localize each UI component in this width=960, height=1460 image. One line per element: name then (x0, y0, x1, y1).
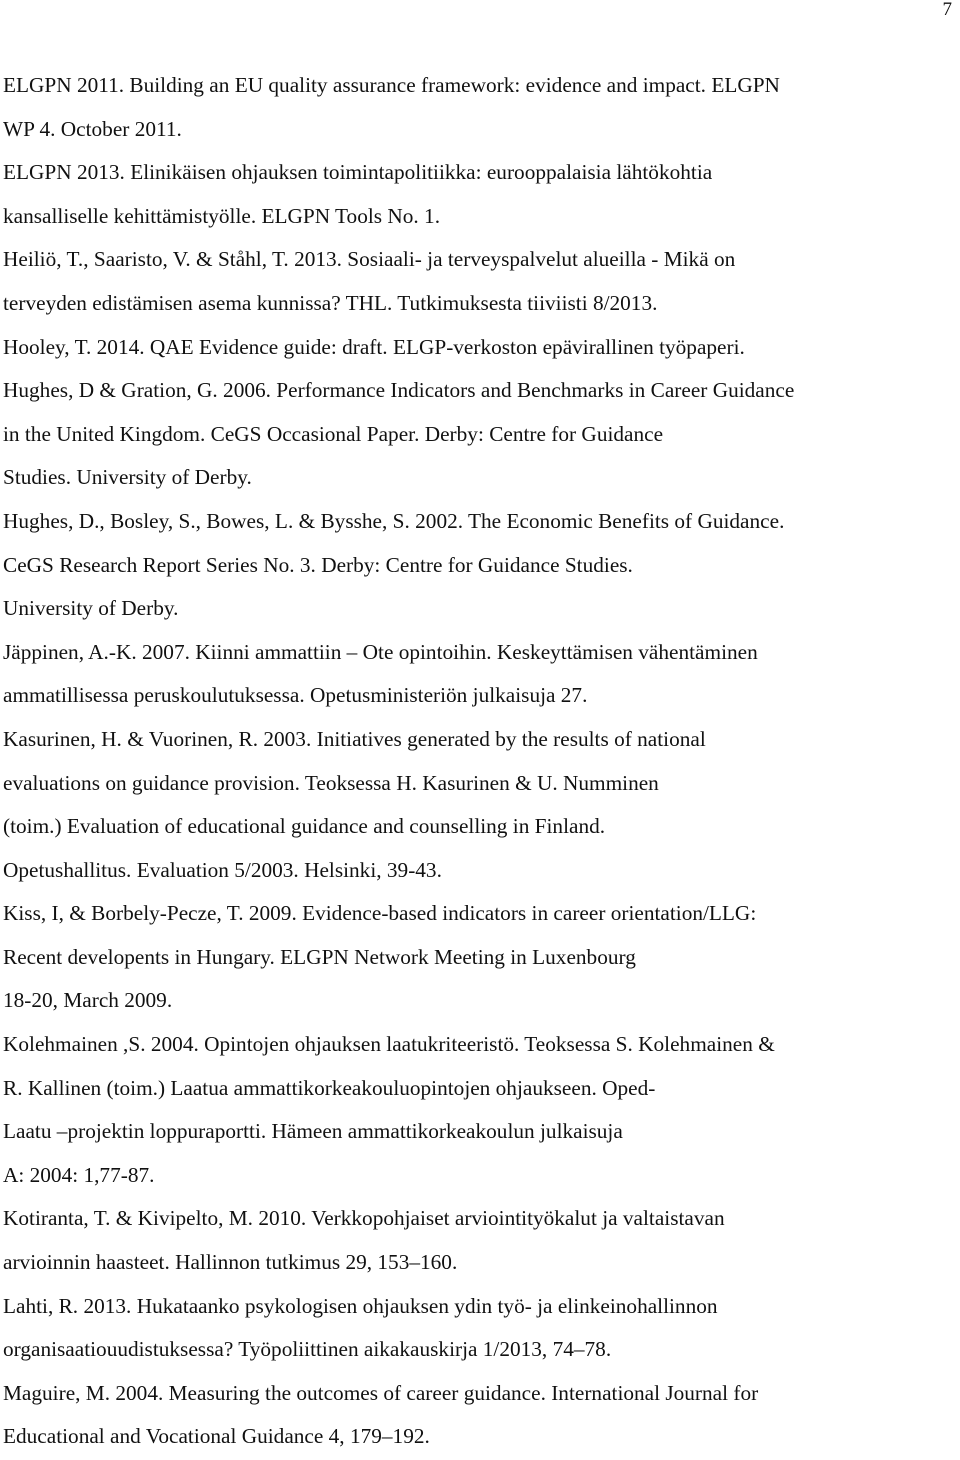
reference-line: 18-20, March 2009. (3, 988, 173, 1013)
reference-entry (3, 631, 948, 718)
reference-line: University of Derby. (3, 596, 179, 621)
reference-line: Kiss, I, & Borbely-Pecze, T. 2009. Evidence-based indicators in career orientation/LLG: (3, 901, 757, 926)
reference-entry (3, 1285, 948, 1372)
reference-entry (3, 1197, 948, 1284)
reference-line: Recent developents in Hungary. ELGPN Network Meeting in Luxenbourg (3, 944, 636, 969)
reference-line: R. Kallinen (toim.) Laatua ammattikorkeakouluopintojen ohjaukseen. Oped- (3, 1075, 656, 1100)
reference-entry (3, 369, 948, 500)
reference-line: ELGPN 2011. Building an EU quality assurance framework: evidence and impact. ELGPN (3, 73, 780, 97)
reference-line: Maguire, M. 2004. Measuring the outcomes of career guidance. International Journal for (3, 1380, 759, 1405)
reference-entry (3, 892, 948, 1023)
reference-entry (3, 326, 948, 370)
reference-line: Opetushallitus. Evaluation 5/2003. Helsinki, 39-43. (3, 857, 442, 882)
reference-line: CeGS Research Report Series No. 3. Derby: Centre for Guidance Studies. (3, 552, 633, 577)
page-number: 7 (942, 0, 952, 20)
reference-line: Jäppinen, A.-K. 2007. Kiinni ammattiin – Ote opintoihin. Keskeyttämisen vähentäminen (3, 639, 758, 664)
reference-line: Laatu –projektin loppuraportti. Hämeen ammattikorkeakoulun julkaisuja (3, 1119, 623, 1144)
reference-line: kansalliselle kehittämistyölle. ELGPN Tools No. 1. (3, 203, 441, 228)
reference-entry (3, 718, 948, 892)
reference-line: Hughes, D & Gration, G. 2006. Performance Indicators and Benchmarks in Career Guidance (3, 378, 795, 403)
reference-line: Kasurinen, H. & Vuorinen, R. 2003. Initiatives generated by the results of national (3, 726, 706, 751)
reference-entry (3, 238, 948, 325)
reference-line: Educational and Vocational Guidance 4, 179–192. (3, 1424, 430, 1449)
reference-line: evaluations on guidance provision. Teoksessa H. Kasurinen & U. Numminen (3, 770, 659, 795)
reference-line: ammatillisessa peruskoulutuksessa. Opetusministeriön julkaisuja 27. (3, 683, 588, 708)
reference-line: Hooley, T. 2014. QAE Evidence guide: draft. ELGP-verkoston epävirallinen työpaperi. (3, 334, 745, 359)
reference-line: Kolehmainen ,S. 2004. Opintojen ohjauksen laatukriteeristö. Teoksessa S. Kolehmainen & (3, 1032, 775, 1057)
reference-entry (3, 64, 948, 151)
reference-line: A: 2004: 1,77-87. (3, 1162, 155, 1187)
reference-line: Lahti, R. 2013. Hukataanko psykologisen ohjauksen ydin työ- ja elinkeinohallinnon (3, 1293, 718, 1318)
reference-entry (3, 1372, 948, 1459)
reference-entry (3, 500, 948, 631)
reference-line: Heiliö, T., Saaristo, V. & Ståhl, T. 2013. Sosiaali- ja terveyspalvelut alueilla - Mikä on (3, 247, 736, 272)
reference-entry (3, 1023, 948, 1197)
reference-line: Kotiranta, T. & Kivipelto, M. 2010. Verkkopohjaiset arviointityökalut ja valtaistavan (3, 1206, 725, 1231)
reference-line: Studies. University of Derby. (3, 465, 252, 490)
reference-entry (3, 151, 948, 238)
reference-line: (toim.) Evaluation of educational guidance and counselling in Finland. (3, 814, 606, 839)
reference-line: in the United Kingdom. CeGS Occasional Paper. Derby: Centre for Guidance (3, 421, 664, 446)
reference-line: WP 4. October 2011. (3, 116, 182, 141)
reference-line: terveyden edistämisen asema kunnissa? THL. Tutkimuksesta tiiviisti 8/2013. (3, 290, 658, 315)
reference-line: Hughes, D., Bosley, S., Bowes, L. & Bysshe, S. 2002. The Economic Benefits of Guidance. (3, 508, 785, 533)
reference-line: organisaatiouudistuksessa? Työpoliittinen aikakauskirja 1/2013, 74–78. (3, 1337, 612, 1362)
reference-line: ELGPN 2013. Elinikäisen ohjauksen toimintapolitiikka: eurooppalaisia lähtökohtia (3, 160, 713, 185)
reference-list (3, 64, 948, 1459)
reference-line: arvioinnin haasteet. Hallinnon tutkimus 29, 153–160. (3, 1250, 458, 1275)
